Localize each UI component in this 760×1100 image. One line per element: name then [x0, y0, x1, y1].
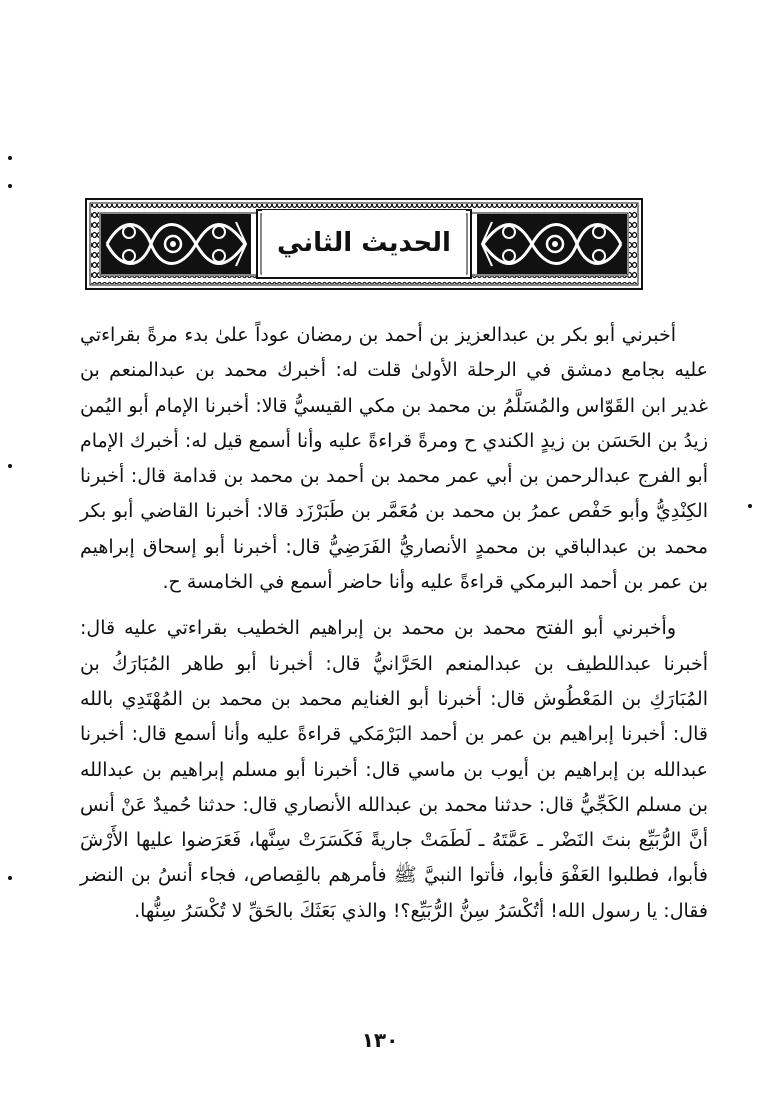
margin-speck [8, 876, 12, 880]
page-number: ١٣٠ [361, 1028, 399, 1052]
paragraph: وأخبرني أبو الفتح محمد بن محمد بن إبراهيم الخطيب بقراءتي عليه قال: أخبرنا عبداللطيف بن عبدالمنعم الحَرَّانيُّ قال: أخبرنا أبو طاهر المُبَارَكُ بن المُبَارَكِ بن المَعْطُوش قال: أخبرنا أبو الغنايم محمد بن محمد بن المُهْتَدِي بالله قال: أخبرنا إبراهيم بن عمر بن أحمد البَرْمَكي قراءةً عليه وأنا أسمع قال: أخبرنا عبدالله بن إبراهيم بن أيوب بن ماسي قال: أخبرنا أبو مسلم إبراهيم بن عبدالله بن مسلم الكَجِّيُّ قال: حدثنا محمد بن عبدالله الأنصاري قال: حدثنا حُميدٌ عَنْ أنس أنَّ الرُّبَيِّع بنتَ النَضْر ـ عَمَّتَهُ ـ لَطَمَتْ جاريةً فَكَسَرَتْ سِنَّها، فَعَرَضوا عليها الأَرْشَ فأبوا، فطلبوا العَفْوَ فأبوا، فأتوا النبيَّ ﷺ فأمرهم بالقِصاص، فجاء أنسُ بن النضر فقال: يا رسول الله! أتُكْسَرُ سِنُّ الرُّبَيِّع؟! والذي بَعَثَكَ بالحَقِّ لا تُكْسَرُ سِنُّها. [80, 617, 708, 922]
margin-speck [748, 504, 752, 508]
margin-speck [8, 464, 12, 468]
chapter-title: الحديث الثاني [262, 210, 466, 276]
chapter-header [85, 198, 643, 290]
margin-speck [8, 184, 12, 188]
margin-speck [8, 156, 12, 160]
hadith-text [80, 318, 708, 929]
paragraph: أخبرني أبو بكر بن عبدالعزيز بن أحمد بن رمضان عوداً علىٰ بدء مرةً بقراءتي عليه بجامع دمشق في الرحلة الأولىٰ قلت له: أخبرك محمد بن عبدالمنعم بن غدير ابن القَوّاس والمُسَلَّمُ بن محمد بن مكي القيسيُّ قالا: أخبرنا الإمام أبو اليُمن زيدُ بن الحَسَن بن زيدٍ الكندي ح ومرةً قراءةً عليه وأنا أسمع قيل له: أخبرك الإمام أبو الفرج عبدالرحمن بن أبي عمر محمد بن أحمد بن محمد بن قدامة قال: أخبرنا الكِنْدِيُّ وأبو حَفْص عمرُ بن محمد بن مُعَمَّر بن طَبَرْزَد قالا: أخبرنا القاضي أبو بكر محمد بن عبدالباقي بن محمدٍ الأنصاريُّ الفَرَضِيُّ قال: أخبرنا أبو إسحاق إبراهيم بن عمر بن أحمد البرمكي قراءةً عليه وأنا حاضر أسمع في الخامسة ح. [80, 324, 708, 594]
